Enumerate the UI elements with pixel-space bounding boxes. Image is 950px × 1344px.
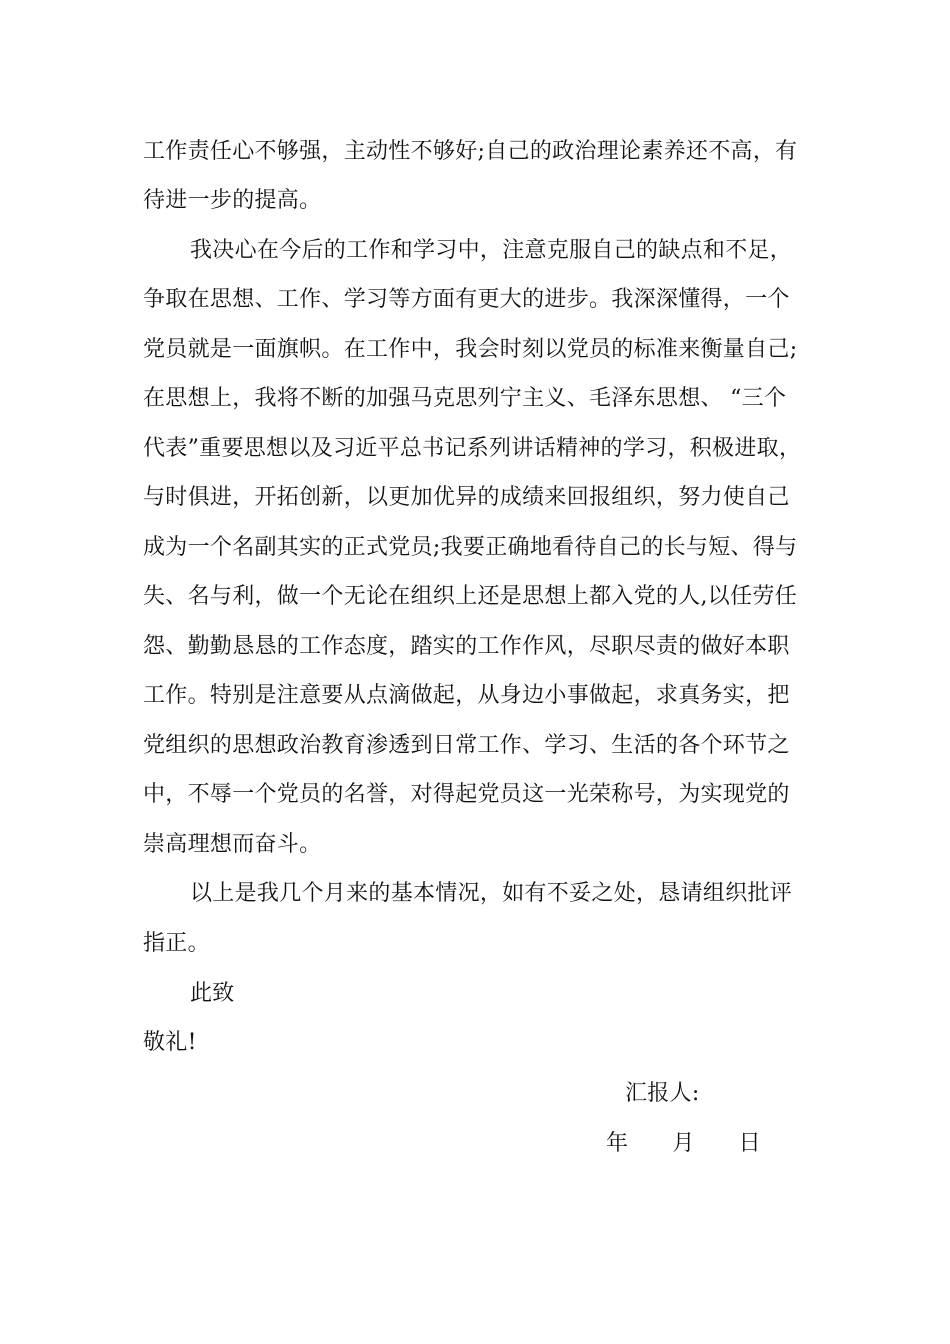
text-line: 待进一步的提高。	[143, 188, 322, 213]
text-line: 党员就是一面旗帜。在工作中，我会时刻以党员的标准来衡量自己;	[143, 337, 798, 362]
text-line: 工作责任心不够强，主动性不够好;自己的政治理论素养还不高，有	[143, 139, 798, 164]
date-day: 日	[738, 1131, 761, 1156]
date-year: 年	[606, 1131, 629, 1156]
text-line: 争取在思想、工作、学习等方面有更大的进步。我深深懂得，一个	[143, 287, 790, 312]
text-line: 与时俱进，开拓创新，以更加优异的成绩来回报组织，努力使自己	[143, 485, 790, 510]
text-line: 党组织的思想政治教育渗透到日常工作、学习、生活的各个环节之	[143, 733, 790, 758]
text-line: 代表”重要思想以及习近平总书记系列讲话精神的学习，积极进取，	[143, 436, 802, 461]
text-line: 成为一个名副其实的正式党员;我要正确地看待自己的长与短、得与	[143, 535, 798, 560]
date-month: 月	[672, 1131, 695, 1156]
text-line: 指正。	[143, 931, 210, 956]
text-line: 失、名与利，做一个无论在组织上还是思想上都入党的人,以任劳任	[143, 584, 797, 609]
text-line: 我决心在今后的工作和学习中，注意克服自己的缺点和不足，	[190, 238, 793, 263]
salutation-line: 此致	[190, 981, 235, 1006]
closing-line: 敬礼!	[143, 1030, 197, 1055]
text-line: 以上是我几个月来的基本情况，如有不妥之处，恳请组织批评	[190, 881, 793, 906]
text-line: 怨、勤勤恳恳的工作态度，踏实的工作作风，尽职尽责的做好本职	[143, 634, 790, 659]
date-line	[606, 1129, 761, 1159]
text-line: 工作。特别是注意要从点滴做起，从身边小事做起，求真务实，把	[143, 683, 790, 708]
text-line: 中，不辱一个党员的名誉，对得起党员这一光荣称号，为实现党的	[143, 782, 790, 807]
text-line: 在思想上，我将不断的加强马克思列宁主义、毛泽东思想、 “三个	[143, 386, 787, 411]
text-line: 崇高理想而奋斗。	[143, 832, 322, 857]
reporter-label: 汇报人:	[625, 1081, 700, 1106]
